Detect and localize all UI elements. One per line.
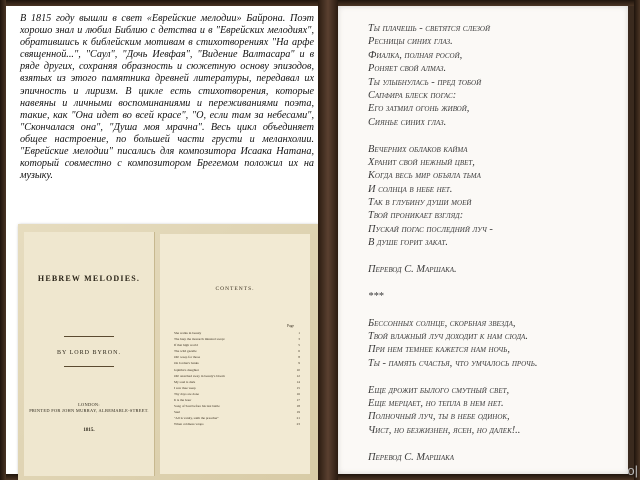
book-photo bbox=[18, 224, 318, 480]
contents-item-title: She walks in beauty bbox=[174, 331, 202, 335]
frame-right bbox=[634, 0, 640, 480]
poem-line: Роняет свой алмаз. bbox=[368, 63, 447, 75]
left-page bbox=[6, 6, 318, 474]
poem-line: Перевод С. Маршака bbox=[368, 451, 455, 463]
poem-line: Фиалка, полная росой, bbox=[368, 49, 463, 61]
imprint-city: LONDON: bbox=[78, 402, 100, 407]
poem-line: Сапфира блеск погас: bbox=[368, 89, 457, 101]
poem-line: Твой проникает взгляд: bbox=[368, 210, 464, 222]
stanza-gap bbox=[368, 303, 618, 316]
poem-line: Вечерних облаков кайма bbox=[368, 143, 468, 155]
contents-item-page: 1 bbox=[298, 331, 300, 335]
imprint-printer: PRINTED FOR JOHN MURRAY, ALBEMARLE-STREET. bbox=[29, 408, 149, 413]
book-contents-page bbox=[160, 234, 310, 474]
poem-line: При нем темнее кажется нам ночь, bbox=[368, 344, 510, 356]
poem bbox=[368, 22, 618, 464]
contents-item-page: 19 bbox=[296, 410, 300, 415]
contents-item-title: Song of Saul before his last battle bbox=[174, 404, 220, 409]
contents-item-title: "All is vanity, saith the preacher" bbox=[174, 416, 219, 421]
poem-line: Когда весь мир объяла тьма bbox=[368, 170, 481, 182]
contents-item bbox=[174, 421, 300, 427]
poem-line: Ресницы синих глаз. bbox=[368, 36, 453, 48]
contents-heading: CONTENTS. bbox=[215, 286, 255, 292]
contents-item-page: 18 bbox=[296, 404, 300, 409]
contents-item-page: 3 bbox=[298, 337, 300, 342]
contents-item-page: 15 bbox=[296, 385, 300, 390]
poem-line: И солнца в небе нет. bbox=[368, 183, 453, 195]
contents-item-page: 6 bbox=[298, 349, 300, 354]
contents-item-title: My soul is dark bbox=[174, 379, 196, 384]
poem-line: Ты плачешь - светятся слезой bbox=[368, 23, 491, 34]
poem-line: Его затмил огонь живой, bbox=[368, 103, 470, 115]
contents-item-title: Oh! snatched away in beauty's bloom bbox=[174, 373, 225, 378]
stanza-gap bbox=[368, 129, 618, 142]
contents-item-page: 16 bbox=[296, 391, 300, 396]
contents-item-page: 23 bbox=[296, 422, 300, 427]
book-year: 1815. bbox=[83, 428, 95, 433]
poem-line: Пускай погас последний луч - bbox=[368, 223, 493, 235]
contents-item-title: The harp the monarch minstrel swept bbox=[174, 337, 225, 342]
contents-item-page: 21 bbox=[296, 416, 300, 421]
book-title-page bbox=[24, 232, 155, 476]
poem-line: Сиянье синих глаз. bbox=[368, 116, 447, 128]
contents-item-page: 8 bbox=[298, 355, 300, 360]
book-title: HEBREW MELODIES. bbox=[37, 274, 141, 283]
poem-line: Хранит свой нежный цвет, bbox=[368, 156, 475, 168]
poem-line: Полночный луч, ты в небе одинок, bbox=[368, 411, 510, 423]
poem-line: Так в глубину души моей bbox=[368, 197, 472, 209]
contents-item-title: Thy days are done bbox=[174, 391, 199, 396]
contents-page-label: Page bbox=[287, 324, 294, 328]
contents-item-title: It is the hour bbox=[174, 398, 192, 403]
stanza-gap bbox=[368, 250, 618, 263]
poem-line: Твой влажный луч доходит к нам сюда. bbox=[368, 330, 528, 342]
corner-mark: o| bbox=[627, 463, 638, 478]
contents-item-page: 12 bbox=[296, 373, 300, 378]
contents-item-page: 17 bbox=[296, 398, 300, 403]
book-gutter bbox=[318, 0, 338, 480]
intro-paragraph: В 1815 году вышли в свет «Еврейские мелодии» Байрона. Поэт хорошо знал и любил Библию с детства и в "Еврейских мелодиях", обратившись к библейским мотивам в стихотворениях "На арфе священной...", "Саул", "Дочь Иевфая", "Видение Валтасара" и в ряде других, сохраняя образность и сюжетную основу эпизодов, взятых из этого памятника древней литературы, передавал их эпичность и лиризм. В цикле есть стихотворения, которые навеяны и личными воспоминаниями и переживаниями поэта, такие, как "Она идет во всей красе", "О, если там за небесами", "Скончалася она", "Душа моя мрачна". Весь цикл объединяет общее настроение, по большей части грусти и меланхолии. "Еврейские мелодии" писались для композитора Исаака Натана, который совместно с композитором Брегемом положил их на музыку. bbox=[20, 13, 314, 182]
book-imprint bbox=[28, 402, 150, 414]
contents-item-title: Oh! weep for those bbox=[174, 355, 201, 360]
contents-item-title: On Jordan's banks bbox=[174, 361, 199, 366]
poem-line: Ты - память счастья, что умчалось прочь. bbox=[368, 357, 538, 369]
poem-line: *** bbox=[368, 290, 384, 302]
poem-line: Перевод С. Маршака. bbox=[368, 264, 457, 276]
poem-line: Бессонных солнце, скорбная звезда, bbox=[368, 317, 516, 329]
right-page bbox=[338, 6, 628, 474]
stanza-gap bbox=[368, 437, 618, 450]
author-rule bbox=[64, 366, 114, 367]
poem-line: Ты улыбнулась - пред тобой bbox=[368, 76, 482, 88]
book-author: BY LORD BYRON. bbox=[57, 350, 121, 356]
contents-item-page: 9 bbox=[298, 361, 300, 366]
contents-item-title: Saul bbox=[174, 410, 181, 415]
contents-item-title: Jephtha's daughter bbox=[174, 367, 199, 372]
poem-line: Еще дрожит былого смутный свет, bbox=[368, 384, 510, 396]
contents-item-page: 10 bbox=[296, 367, 300, 372]
stanza-gap bbox=[368, 370, 618, 383]
contents-item-title: When coldness wraps bbox=[174, 422, 204, 427]
poem-line: Еще мерцает, но тепла в нем нет. bbox=[368, 397, 504, 409]
contents-item-page: 5 bbox=[298, 343, 300, 348]
poem-line: В душе горит закат. bbox=[368, 237, 448, 249]
contents-item-title: I saw thee weep bbox=[174, 385, 196, 390]
contents-item-page: 14 bbox=[296, 379, 300, 384]
contents-list bbox=[174, 330, 300, 428]
title-rule bbox=[64, 336, 114, 337]
contents-item-title: If that high world bbox=[174, 343, 198, 348]
stanza-gap bbox=[368, 276, 618, 289]
poem-line: Чист, но безжизнен, ясен, но далек!.. bbox=[368, 424, 521, 436]
contents-item-title: The wild gazelle bbox=[174, 349, 197, 354]
